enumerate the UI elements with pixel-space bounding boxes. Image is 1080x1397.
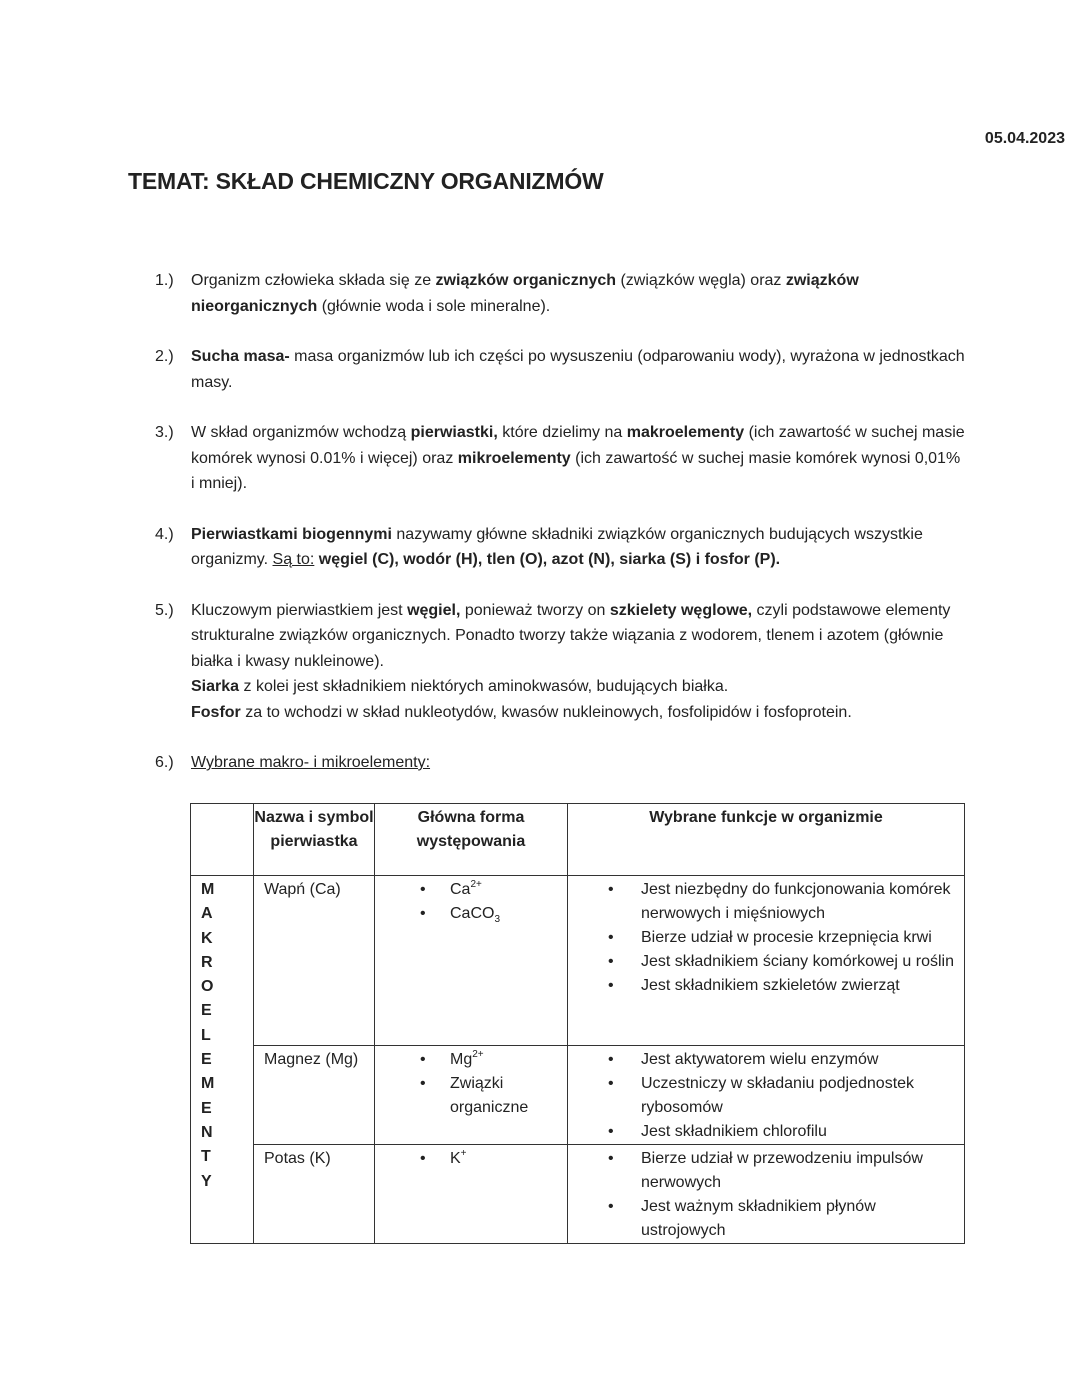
- function-item: • Jest niezbędny do funkcjonowania komórek nerwowych i mięśniowych: [608, 878, 964, 926]
- form-charge: 2+: [472, 1049, 484, 1060]
- header-name: Nazwa i symbol pierwiastka: [254, 804, 375, 876]
- function-item: • Bierze udział w procesie krzepnięcia krwi: [608, 926, 964, 950]
- forms-cell: [375, 1145, 568, 1244]
- header-form: Główna forma występowania: [375, 804, 568, 876]
- vertical-letter: Y: [201, 1172, 212, 1190]
- list-item: [155, 420, 965, 497]
- item-text: Kluczowym pierwiastkiem jest węgiel, ponieważ tworzy on szkielety węglowe, czyli podstawowe elementy strukturalne związków organicznych. Ponadto tworzy także wiązania z wodorem, tlenem i azotem (głównie białka i kwasy nukleinowe). Siarka z kolei jest składnikiem niektórych aminokwasów, budujących białka. Fosfor za to wchodzi w skład nukleotydów, kwasów nukleinowych, fosfolipidów i fosfoprotein.: [191, 601, 951, 721]
- element-name: Magnez (Mg): [254, 1046, 375, 1145]
- functions-cell: [568, 1046, 965, 1145]
- function-item: • Jest aktywatorem wielu enzymów: [608, 1048, 964, 1072]
- form-subscript: 3: [494, 914, 501, 926]
- item-text: Pierwiastkami biogennymi nazywamy główne składniki związków organicznych budujących wszystkie organizmy. Są to: węgiel (C), wodór (H), tlen (O), azot (N), siarka (S) i fosfor (P).: [191, 525, 923, 568]
- header-empty: [191, 804, 254, 876]
- vertical-letter: R: [201, 953, 213, 971]
- item-number: 2.): [155, 348, 174, 365]
- element-name: Potas (K): [254, 1145, 375, 1244]
- forms-cell: [375, 876, 568, 1046]
- vertical-letter: E: [201, 1099, 212, 1117]
- content-list: [155, 268, 965, 801]
- form-base: Mg: [450, 1051, 473, 1068]
- vertical-letter: M: [201, 881, 215, 898]
- function-item: • Jest składnikiem ściany komórkowej u roślin: [608, 950, 964, 974]
- vertical-letter: K: [201, 929, 213, 947]
- vertical-letter: O: [201, 978, 214, 996]
- form-item: [420, 1048, 567, 1072]
- function-item: • Jest składnikiem chlorofilu: [608, 1120, 964, 1144]
- list-item: [155, 750, 965, 776]
- vertical-letter: A: [201, 905, 213, 923]
- vertical-letter: M: [201, 1075, 215, 1093]
- item-text: Wybrane makro- i mikroelementy:: [191, 754, 431, 771]
- form-charge: 2+: [470, 879, 482, 890]
- function-item: • Uczestniczy w składaniu podjednostek rybosomów: [608, 1072, 964, 1120]
- list-item: [155, 522, 965, 573]
- vertical-label-makroelementy: [191, 876, 254, 1244]
- header-functions: Wybrane funkcje w organizmie: [568, 804, 965, 876]
- form-base: CaCO: [450, 905, 495, 922]
- item-text: Sucha masa- masa organizmów lub ich części po wysuszeniu (odparowaniu wody), wyrażona w jednostkach masy.: [191, 348, 965, 391]
- form-charge: +: [460, 1148, 467, 1159]
- item-text: Organizm człowieka składa się ze związków organicznych (związków węgla) oraz związków nieorganicznych (głównie woda i sole mineralne).: [191, 272, 859, 315]
- item-text: W skład organizmów wchodzą pierwiastki, które dzielimy na makroelementy (ich zawartość w suchej masie komórek wynosi 0.01% i więcej) oraz mikroelementy (ich zawartość w suchej masie komórek wynosi 0,01% i mniej).: [191, 424, 965, 492]
- vertical-letter: L: [201, 1026, 211, 1044]
- item-number: 6.): [155, 754, 174, 771]
- function-item: • Jest składnikiem szkieletów zwierząt: [608, 974, 964, 998]
- document-date: 05.04.2023: [984, 130, 1065, 147]
- vertical-letter: T: [201, 1148, 211, 1166]
- vertical-letter: E: [201, 1051, 212, 1069]
- vertical-letter: N: [201, 1123, 213, 1141]
- form-base: Ca: [450, 881, 471, 898]
- functions-cell: [568, 1145, 965, 1244]
- item-number: 5.): [155, 601, 174, 619]
- list-item: [155, 268, 965, 319]
- element-name: Wapń (Ca): [254, 876, 375, 1046]
- form-item: [420, 878, 567, 902]
- table-row: [191, 1145, 965, 1244]
- table-row: [191, 1046, 965, 1145]
- form-base: K: [450, 1150, 461, 1167]
- item-number: 4.): [155, 525, 174, 543]
- forms-cell: [375, 1046, 568, 1145]
- form-base: Związki organiczne: [450, 1075, 529, 1116]
- page-title: TEMAT: SKŁAD CHEMICZNY ORGANIZMÓW: [128, 168, 604, 194]
- item-number: 3.): [155, 424, 174, 441]
- list-item: [155, 344, 965, 395]
- functions-cell: [568, 876, 965, 1046]
- function-item: • Bierze udział w przewodzeniu impulsów nerwowych: [608, 1147, 964, 1195]
- elements-table: [190, 803, 965, 1244]
- function-item: • Jest ważnym składnikiem płynów ustrojowych: [608, 1195, 964, 1243]
- form-item: [420, 1147, 567, 1171]
- table-row: [191, 876, 965, 1046]
- vertical-letter: E: [201, 1002, 212, 1020]
- form-item: [420, 902, 567, 932]
- table-header-row: [191, 804, 965, 876]
- item-number: 1.): [155, 272, 174, 289]
- form-item: [420, 1072, 567, 1120]
- list-item: [155, 598, 965, 726]
